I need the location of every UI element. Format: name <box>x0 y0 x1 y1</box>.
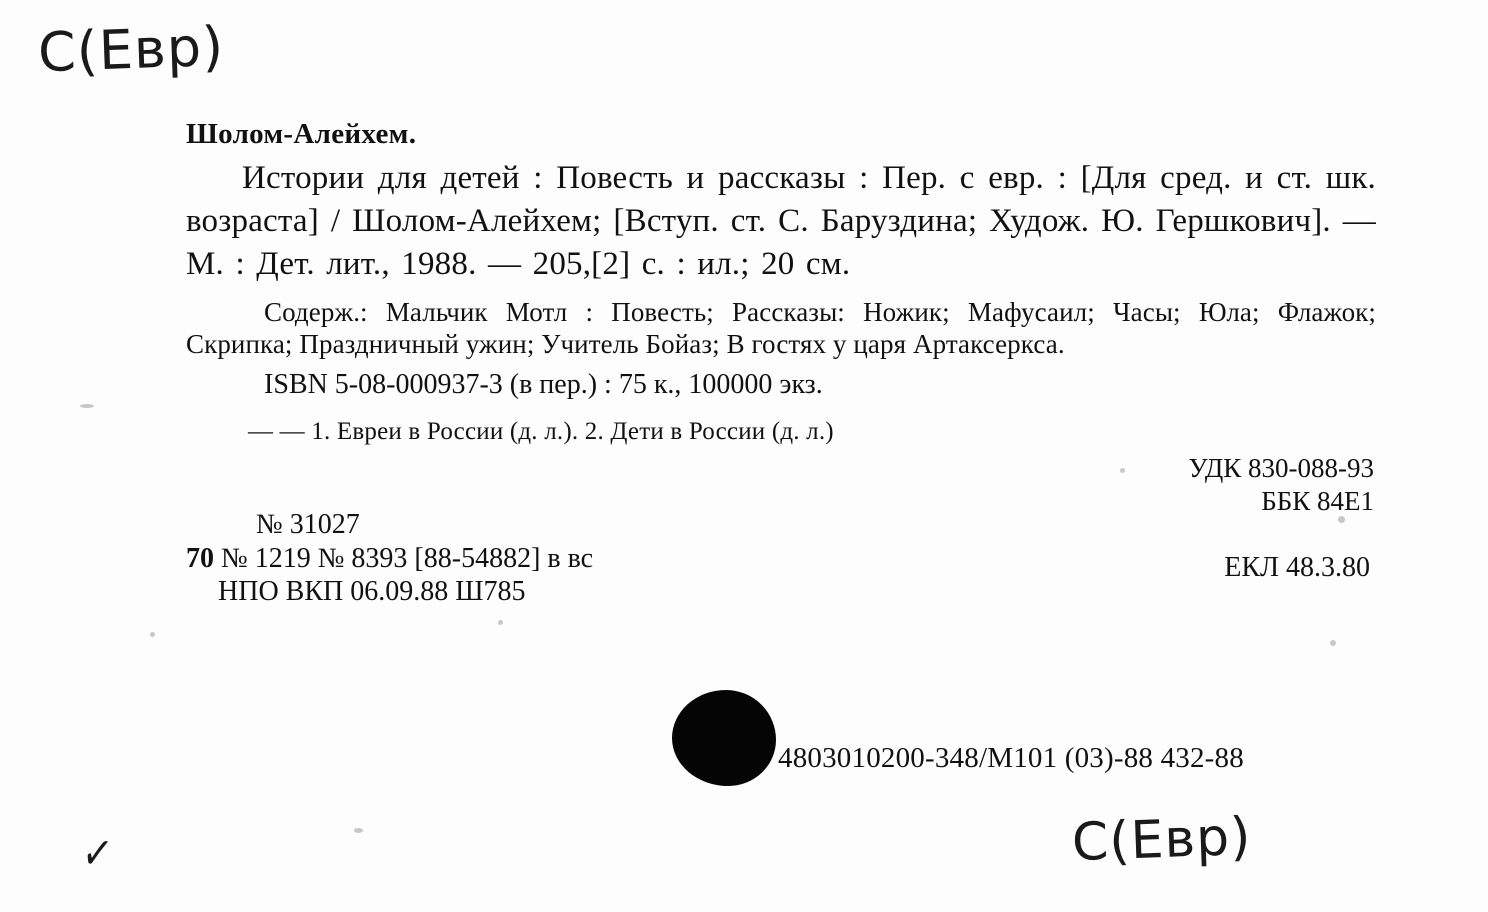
ekl-number: ЕКЛ 48.3.80 <box>1224 552 1370 583</box>
bibliographic-entry <box>186 120 1376 402</box>
handwritten-check-mark: ✓ <box>79 824 117 882</box>
author-heading: Шолом-Алейхем. <box>186 118 417 150</box>
scan-speck <box>498 620 503 625</box>
scan-speck <box>1330 640 1336 646</box>
classification-block <box>1188 452 1374 518</box>
ink-blot <box>672 690 776 786</box>
udk-number: УДК 830-088-93 <box>1188 453 1374 483</box>
accession-prefix: 70 <box>186 542 214 574</box>
scan-speck <box>1120 468 1125 473</box>
accession-block <box>186 508 593 609</box>
title-statement: Истории для детей : Повесть и рассказы : Пер. с евр. : [Для сред. и ст. шк. возраста] / Шолом-Алейхем; [Вступ. ст. С. Баруздина; Худож. Ю. Гершкович]. — М. : Дет. лит., 1988. — 205,[2] с. : ил.; 20 см. <box>186 160 1376 282</box>
handwritten-shelfmark-top: С(Евр) <box>36 14 226 85</box>
handwritten-shelfmark-bottom: С(Евр) <box>1071 806 1253 874</box>
accession-number: № 31027 <box>256 509 360 540</box>
scan-speck <box>150 632 155 637</box>
bbk-number: ББК 84Е1 <box>1261 485 1374 516</box>
accession-detail-line <box>186 542 593 576</box>
organization-line: НПО ВКП 06.09.88 Ш785 <box>218 576 526 608</box>
isbn-note: ISBN 5-08-000937-3 (в пер.) : 75 к., 100000 экз. <box>264 369 823 401</box>
scan-speck <box>80 404 94 408</box>
contents-note: Содерж.: Мальчик Мотл : Повесть; Рассказы: Ножик; Мафусаил; Часы; Юла; Флажок; Скрипка; Праздничный ужин; Учитель Бойаз; В гостях у царя Артаксеркса. <box>186 296 1376 360</box>
subject-tracings: — — 1. Евреи в России (д. л.). 2. Дети в России (д. л.) <box>248 418 834 445</box>
accession-rest: № 1219 № 8393 [88-54882] в вс <box>221 542 594 574</box>
publisher-code-line: 4803010200-348/М101 (03)-88 432-88 <box>778 742 1244 774</box>
scan-speck <box>354 828 363 833</box>
